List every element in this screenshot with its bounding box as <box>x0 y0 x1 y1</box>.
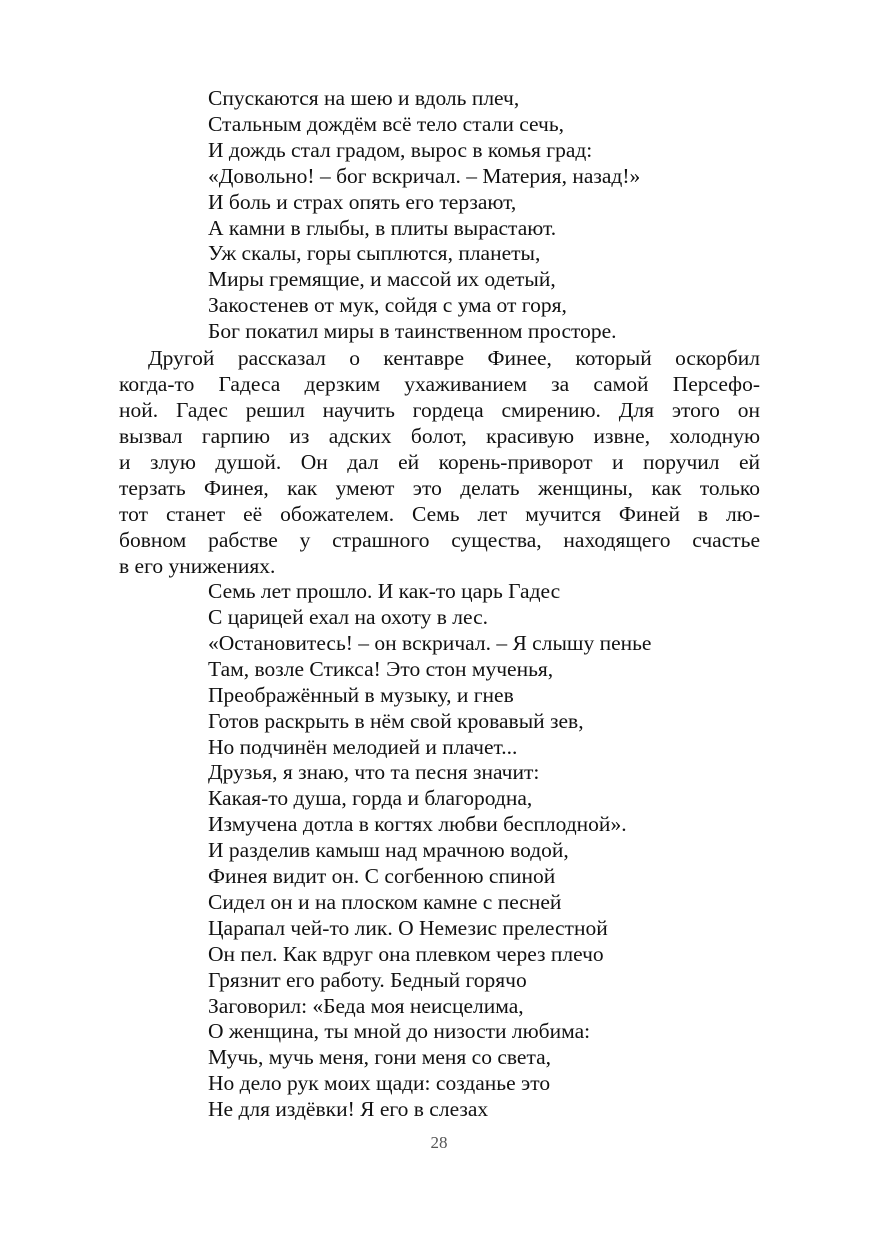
verse-line: Финея видит он. С согбенною спиной <box>208 864 556 889</box>
verse-line: Измучена дотла в когтях любви бесплодной». <box>208 812 627 837</box>
verse-line: Он пел. Как вдруг она плевком через плечо <box>208 941 604 966</box>
verse-line: О женщина, ты мной до низости любима: <box>208 1019 591 1044</box>
verse-line: Но дело рук моих щади: созданье это <box>208 1071 551 1096</box>
verse-line: Какая-то душа, горда и благородна, <box>208 786 533 811</box>
verse-line: Готов раскрыть в нём свой кровавый зев, <box>208 708 584 733</box>
verse-line: Не для издёвки! Я его в слезах <box>208 1097 489 1122</box>
verse-line: И дождь стал градом, вырос в комья град: <box>208 137 593 162</box>
verse-line: Преображённый в музыку, и гнев <box>208 682 514 707</box>
prose-line: в его унижениях. <box>119 554 276 579</box>
verse-block-1 <box>119 86 760 345</box>
verse-block-2 <box>119 579 760 1123</box>
verse-line: И разделив камыш над мрачною водой, <box>208 838 569 863</box>
verse-line: «Остановитесь! – он вскричал. – Я слышу пенье <box>208 630 652 655</box>
prose-line: вызвал гарпию из адских болот, красивую извне, холодную <box>119 424 760 449</box>
verse-line: Стальным дождём всё тело стали сечь, <box>208 111 565 136</box>
prose-line: тот станет её обожателем. Семь лет мучится Финей в лю- <box>119 502 760 527</box>
verse-line: С царицей ехал на охоту в лес. <box>208 604 489 629</box>
verse-line: «Довольно! – бог вскричал. – Материя, назад!» <box>208 163 641 188</box>
verse-line: Миры гремящие, и массой их одетый, <box>208 267 556 292</box>
verse-line: Там, возле Стикса! Это стон мученья, <box>208 656 554 681</box>
verse-line: Мучь, мучь меня, гони меня со света, <box>208 1045 552 1070</box>
page-body <box>119 86 760 1123</box>
verse-line: Уж скалы, горы сыплются, планеты, <box>208 241 541 266</box>
prose-paragraph <box>119 345 760 579</box>
prose-line: Другой рассказал о кентавре Финее, который оскорбил <box>148 346 760 371</box>
verse-line: Сидел он и на плоском камне с песней <box>208 889 562 914</box>
verse-line: Но подчинён мелодией и плачет... <box>208 734 518 759</box>
verse-line: Семь лет прошло. И как-то царь Гадес <box>208 579 561 604</box>
prose-line: и злую душой. Он дал ей корень-приворот и поручил ей <box>119 450 760 475</box>
verse-line: Спускаются на шею и вдоль плеч, <box>208 86 520 110</box>
verse-line: Друзья, я знаю, что та песня значит: <box>208 760 540 785</box>
verse-line: И боль и страх опять его терзают, <box>208 189 517 214</box>
prose-line: ной. Гадес решил научить гордеца смирению. Для этого он <box>119 398 760 423</box>
prose-line: бовном рабстве у страшного существа, находящего счастье <box>119 528 760 553</box>
verse-line: Заговорил: «Беда моя неисцелима, <box>208 993 524 1018</box>
verse-line: Закостенев от мук, сойдя с ума от горя, <box>208 293 567 318</box>
prose-line: терзать Финея, как умеют это делать женщины, как только <box>119 476 760 501</box>
verse-line: Грязнит его работу. Бедный горячо <box>208 967 527 992</box>
verse-line: Бог покатил миры в таинственном просторе. <box>208 319 617 344</box>
verse-line: А камни в глыбы, в плиты вырастают. <box>208 215 557 240</box>
prose-line: когда-то Гадеса дерзким ухаживанием за самой Персефо- <box>119 372 760 397</box>
verse-line: Царапал чей-то лик. О Немезис прелестной <box>208 915 608 940</box>
page-number: 28 <box>430 1133 448 1152</box>
